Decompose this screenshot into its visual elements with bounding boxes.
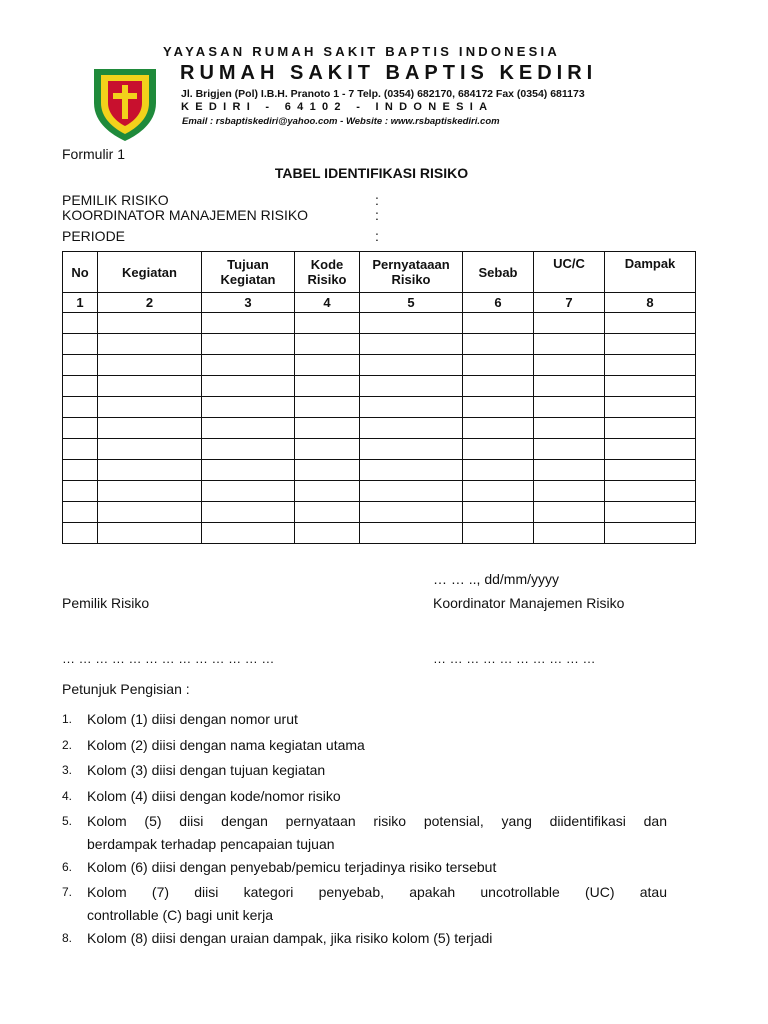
- instruction-number: 5.: [62, 814, 73, 828]
- table-cell: [534, 481, 605, 502]
- table-cell: [463, 397, 534, 418]
- instruction-text: controllable (C) bagi unit kerja: [87, 907, 273, 923]
- table-cell: [534, 502, 605, 523]
- table-cell: [295, 523, 360, 544]
- table-cell: [98, 418, 202, 439]
- table-cell: [295, 334, 360, 355]
- column-number: 4: [295, 293, 360, 313]
- table-cell: [605, 397, 696, 418]
- table-cell: [63, 397, 98, 418]
- table-cell: [98, 313, 202, 334]
- column-number: 6: [463, 293, 534, 313]
- table-cell: [295, 313, 360, 334]
- instruction-number: 4.: [62, 789, 73, 803]
- table-cell: [463, 502, 534, 523]
- column-header-dampak: Dampak: [605, 252, 696, 293]
- table-cell: [463, 355, 534, 376]
- table-cell: [534, 397, 605, 418]
- meta-label-risk-owner: PEMILIK RISIKO: [62, 192, 169, 208]
- table-cell: [463, 439, 534, 460]
- table-cell: [98, 502, 202, 523]
- table-row: [63, 460, 696, 481]
- instructions-title: Petunjuk Pengisian :: [62, 681, 190, 697]
- table-cell: [63, 376, 98, 397]
- table-cell: [360, 376, 463, 397]
- table-cell: [605, 502, 696, 523]
- table-cell: [295, 502, 360, 523]
- table-cell: [63, 460, 98, 481]
- instruction-text: Kolom (7) diisi kategori penyebab, apakah uncotrollable (UC) atau: [87, 884, 667, 900]
- table-cell: [605, 313, 696, 334]
- column-header-pernyataan-risiko: Pernyataaan Risiko: [360, 252, 463, 293]
- table-cell: [463, 376, 534, 397]
- table-row: [63, 439, 696, 460]
- instruction-number: 3.: [62, 763, 73, 777]
- table-cell: [98, 355, 202, 376]
- table-cell: [63, 523, 98, 544]
- meta-colon: :: [375, 207, 379, 223]
- column-header-sebab: Sebab: [463, 252, 534, 293]
- hospital-name: RUMAH SAKIT BAPTIS KEDIRI: [180, 62, 598, 84]
- table-cell: [63, 355, 98, 376]
- table-cell: [295, 355, 360, 376]
- cross-shield-icon: [92, 63, 158, 143]
- table-row: [63, 313, 696, 334]
- hospital-address: Jl. Brigjen (Pol) I.B.H. Pranoto 1 - 7 Telp. (0354) 682170, 684172 Fax (0354) 681173: [181, 88, 585, 100]
- instruction-text: Kolom (1) diisi dengan nomor urut: [87, 711, 298, 727]
- table-cell: [202, 502, 295, 523]
- table-cell: [360, 523, 463, 544]
- table-cell: [360, 460, 463, 481]
- table-cell: [605, 481, 696, 502]
- table-row: [63, 502, 696, 523]
- table-cell: [463, 523, 534, 544]
- table-cell: [98, 397, 202, 418]
- table-cell: [202, 313, 295, 334]
- table-cell: [360, 439, 463, 460]
- column-number: 7: [534, 293, 605, 313]
- table-cell: [605, 376, 696, 397]
- table-cell: [98, 523, 202, 544]
- table-cell: [605, 439, 696, 460]
- table-cell: [463, 313, 534, 334]
- table-cell: [605, 334, 696, 355]
- table-row: [63, 334, 696, 355]
- hospital-contact: Email : rsbaptiskediri@yahoo.com - Website : www.rsbaptiskediri.com: [182, 116, 500, 127]
- table-cell: [360, 313, 463, 334]
- table-cell: [63, 502, 98, 523]
- table-row: [63, 376, 696, 397]
- meta-colon: :: [375, 192, 379, 208]
- instruction-text: Kolom (6) diisi dengan penyebab/pemicu terjadinya risiko tersebut: [87, 859, 497, 875]
- table-cell: [63, 439, 98, 460]
- table-cell: [202, 355, 295, 376]
- risk-identification-table: [62, 251, 696, 544]
- table-body: [63, 313, 696, 544]
- instruction-number: 6.: [62, 860, 73, 874]
- table-cell: [605, 418, 696, 439]
- table-cell: [98, 334, 202, 355]
- table-cell: [360, 355, 463, 376]
- table-cell: [63, 313, 98, 334]
- column-number: 5: [360, 293, 463, 313]
- column-number: 8: [605, 293, 696, 313]
- instruction-text: Kolom (4) diisi dengan kode/nomor risiko: [87, 788, 341, 804]
- table-header-row: [63, 252, 696, 293]
- table-cell: [295, 460, 360, 481]
- table-cell: [202, 376, 295, 397]
- table-cell: [463, 481, 534, 502]
- table-cell: [202, 397, 295, 418]
- column-header-kode-risiko: Kode Risiko: [295, 252, 360, 293]
- instruction-text: Kolom (3) diisi dengan tujuan kegiatan: [87, 762, 326, 778]
- table-cell: [202, 418, 295, 439]
- table-cell: [202, 439, 295, 460]
- form-number: Formulir 1: [62, 146, 126, 162]
- table-cell: [98, 439, 202, 460]
- foundation-name: YAYASAN RUMAH SAKIT BAPTIS INDONESIA: [163, 44, 560, 59]
- instruction-text: Kolom (2) diisi dengan nama kegiatan utama: [87, 737, 365, 753]
- table-cell: [202, 460, 295, 481]
- table-row: [63, 523, 696, 544]
- table-cell: [360, 481, 463, 502]
- table-cell: [534, 523, 605, 544]
- table-cell: [534, 313, 605, 334]
- instruction-number: 8.: [62, 931, 73, 945]
- hospital-city: KEDIRI - 64102 - INDONESIA: [181, 101, 494, 113]
- instruction-text: Kolom (8) diisi dengan uraian dampak, jika risiko kolom (5) terjadi: [87, 930, 493, 946]
- signature-label-risk-owner: Pemilik Risiko: [62, 595, 150, 611]
- page-title: TABEL IDENTIFIKASI RISIKO: [274, 165, 469, 181]
- table-cell: [534, 460, 605, 481]
- table-cell: [295, 481, 360, 502]
- column-number-row: [63, 293, 696, 313]
- signature-line-risk-owner: … … … … … … … … … … … … …: [62, 651, 275, 666]
- meta-label-period: PERIODE: [62, 228, 126, 244]
- table-cell: [534, 355, 605, 376]
- table-cell: [534, 439, 605, 460]
- table-cell: [360, 502, 463, 523]
- signature-label-coordinator: Koordinator Manajemen Risiko: [433, 595, 625, 611]
- meta-colon: :: [375, 228, 379, 244]
- table-cell: [534, 376, 605, 397]
- instruction-number: 7.: [62, 885, 73, 899]
- column-number: 1: [63, 293, 98, 313]
- table-cell: [98, 481, 202, 502]
- table-cell: [98, 460, 202, 481]
- table-cell: [360, 397, 463, 418]
- table-row: [63, 397, 696, 418]
- table-cell: [360, 334, 463, 355]
- table-cell: [295, 418, 360, 439]
- table-row: [63, 418, 696, 439]
- column-header-uc-c: UC/C: [534, 252, 605, 293]
- column-header-kegiatan: Kegiatan: [98, 252, 202, 293]
- instruction-text: Kolom (5) diisi dengan pernyataan risiko potensial, yang diidentifikasi dan: [87, 813, 667, 829]
- table-cell: [360, 418, 463, 439]
- column-number: 2: [98, 293, 202, 313]
- table-cell: [202, 481, 295, 502]
- table-cell: [463, 418, 534, 439]
- table-row: [63, 355, 696, 376]
- instruction-number: 2.: [62, 738, 73, 752]
- table-cell: [98, 376, 202, 397]
- table-cell: [605, 523, 696, 544]
- table-cell: [295, 397, 360, 418]
- table-cell: [605, 355, 696, 376]
- table-cell: [63, 334, 98, 355]
- column-header-no: No: [63, 252, 98, 293]
- table-cell: [534, 334, 605, 355]
- table-row: [63, 481, 696, 502]
- table-cell: [295, 376, 360, 397]
- table-cell: [202, 523, 295, 544]
- table-cell: [202, 334, 295, 355]
- instruction-text: berdampak terhadap pencapaian tujuan: [87, 836, 335, 852]
- instruction-number: 1.: [62, 712, 73, 726]
- column-number: 3: [202, 293, 295, 313]
- meta-label-risk-coordinator: KOORDINATOR MANAJEMEN RISIKO: [62, 207, 309, 223]
- table-cell: [463, 334, 534, 355]
- column-header-tujuan-kegiatan: Tujuan Kegiatan: [202, 252, 295, 293]
- table-cell: [295, 439, 360, 460]
- table-cell: [463, 460, 534, 481]
- signature-date: … … .., dd/mm/yyyy: [433, 571, 560, 587]
- table-cell: [534, 418, 605, 439]
- table-cell: [63, 418, 98, 439]
- table-cell: [605, 460, 696, 481]
- signature-line-coordinator: … … … … … … … … … …: [433, 651, 596, 666]
- table-cell: [63, 481, 98, 502]
